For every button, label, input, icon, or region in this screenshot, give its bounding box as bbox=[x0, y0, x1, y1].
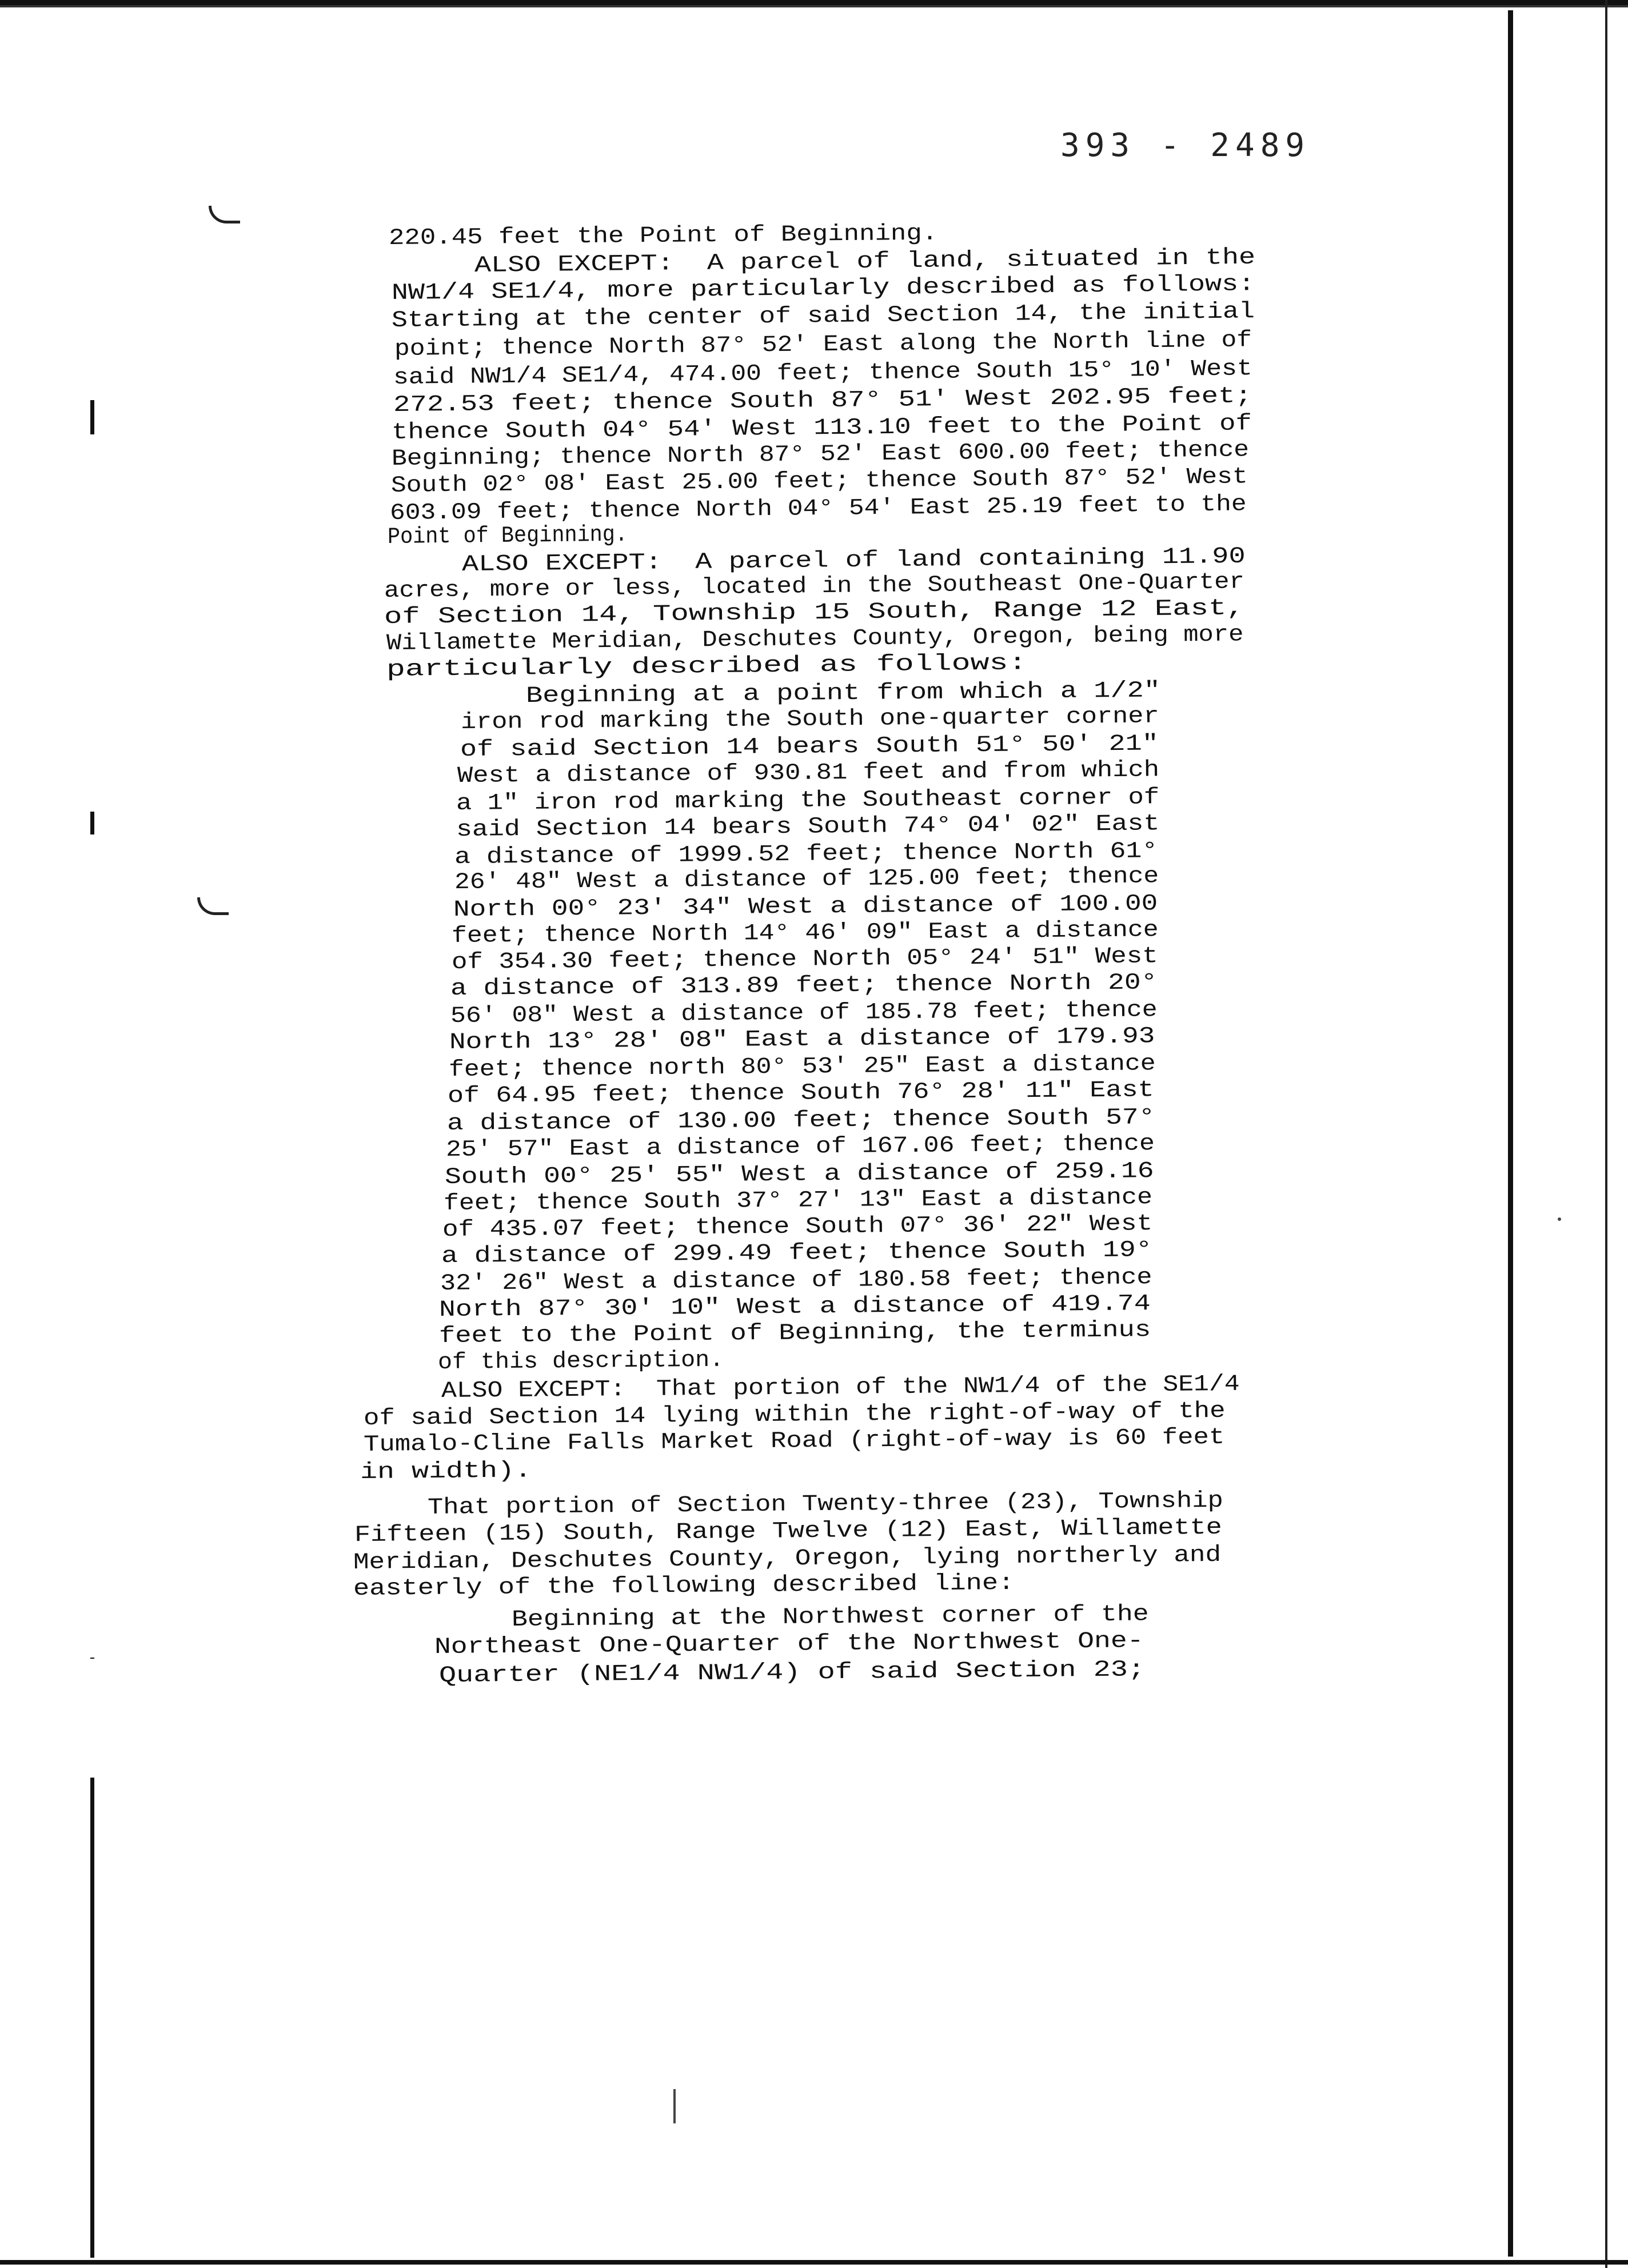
document-line: said NW1/4 SE1/4, 474.00 feet; thence South 15° 10' West bbox=[393, 356, 1252, 391]
document-line: ALSO EXCEPT: A parcel of land, situated in the bbox=[474, 245, 1256, 279]
scan-mark bbox=[90, 1658, 94, 1659]
scan-mark bbox=[90, 400, 94, 434]
document-line: North 00° 23' 34" West a distance of 100.00 bbox=[453, 891, 1158, 923]
document-line: Willamette Meridian, Deschutes County, Oregon, being more bbox=[386, 622, 1244, 657]
scan-mark bbox=[90, 1778, 94, 2258]
document-line: West a distance of 930.81 feet and from which bbox=[457, 757, 1160, 789]
document-line: of Section 14, Township 15 South, Range 12 East, bbox=[384, 596, 1244, 630]
scan-border-right bbox=[1508, 10, 1513, 2257]
hole-punch-mark bbox=[197, 897, 229, 915]
document-line: South 02° 08' East 25.00 feet; thence South 87° 52' West bbox=[390, 464, 1248, 499]
document-line: 56' 08" West a distance of 185.78 feet; thence bbox=[450, 997, 1158, 1029]
document-line: feet to the Point of Beginning, the terminus bbox=[438, 1317, 1151, 1349]
document-line: Starting at the center of said Section 14, the initial bbox=[391, 299, 1255, 334]
document-line: of this description. bbox=[437, 1347, 724, 1376]
document-line: said Section 14 bears South 74° 04' 02" East bbox=[456, 811, 1160, 843]
document-line: Northeast One-Quarter of the Northwest One- bbox=[434, 1628, 1144, 1660]
scan-mark bbox=[90, 812, 94, 834]
document-line: of 435.07 feet; thence South 07° 36' 22" West bbox=[442, 1211, 1153, 1243]
scan-speck bbox=[673, 2089, 676, 2123]
document-line: NW1/4 SE1/4, more particularly described as follows: bbox=[391, 271, 1255, 306]
document-line: 25' 57" East a distance of 167.06 feet; thence bbox=[445, 1131, 1155, 1163]
document-line: of 64.95 feet; thence South 76° 28' 11" East bbox=[447, 1077, 1154, 1109]
document-line: Meridian, Deschutes County, Oregon, lying northerly and bbox=[353, 1542, 1222, 1576]
document-line: ALSO EXCEPT: A parcel of land containing 11.90 bbox=[461, 544, 1246, 578]
document-line: easterly of the following described line: bbox=[353, 1570, 1015, 1602]
document-line: point; thence North 87° 52' East along the North line of bbox=[394, 328, 1252, 362]
document-line: iron rod marking the South one-quarter corner bbox=[460, 704, 1159, 736]
document-line: Beginning at a point from which a 1/2" bbox=[525, 678, 1161, 709]
document-line: That portion of Section Twenty-three (23), Township bbox=[427, 1488, 1224, 1521]
document-line: Fifteen (15) South, Range Twelve (12) East, Willamette bbox=[354, 1515, 1223, 1548]
document-line: 26' 48" West a distance of 125.00 feet; thence bbox=[454, 864, 1159, 896]
document-line: a distance of 1999.52 feet; thence North 61° bbox=[454, 838, 1158, 871]
document-line: Beginning; thence North 87° 52' East 600.00 feet; thence bbox=[391, 437, 1250, 472]
document-line: a 1" iron rod marking the Southeast corner of bbox=[456, 785, 1160, 817]
document-line: South 00° 25' 55" West a distance of 259.16 bbox=[444, 1159, 1154, 1191]
document-line: a distance of 299.49 feet; thence South 19° bbox=[441, 1237, 1152, 1269]
book-page-number: 393 - 2489 bbox=[1060, 127, 1311, 164]
scan-speck bbox=[1558, 1217, 1561, 1221]
scan-border-bottom bbox=[0, 2257, 1628, 2268]
document-line: of 354.30 feet; thence North 05° 24' 51" West bbox=[451, 944, 1158, 976]
document-line: 272.53 feet; thence South 87° 51' West 202.95 feet; bbox=[393, 384, 1252, 418]
document-line: a distance of 130.00 feet; thence South 57° bbox=[446, 1105, 1155, 1137]
hole-punch-mark bbox=[209, 206, 240, 223]
document-line: particularly described as follows: bbox=[386, 650, 1027, 683]
document-line: 603.09 feet; thence North 04° 54' East 25.19 feet to the bbox=[389, 492, 1247, 526]
document-line: Tumalo-Cline Falls Market Road (right-of-way is 60 feet bbox=[363, 1424, 1225, 1458]
document-line: feet; thence north 80° 53' 25" East a distance bbox=[448, 1051, 1156, 1083]
document-line: acres, more or less, located in the Southeast One-Quarter bbox=[384, 569, 1245, 604]
document-line: 32' 26" West a distance of 180.58 feet; thence bbox=[440, 1265, 1152, 1297]
document-line: Point of Beginning. bbox=[387, 522, 628, 550]
scan-border-top bbox=[0, 0, 1628, 13]
document-line: thence South 04° 54' West 113.10 feet to the Point of bbox=[391, 411, 1252, 446]
document-line: of said Section 14 lying within the right-of-way of the bbox=[363, 1398, 1226, 1432]
document-line: North 13° 28' 08" East a distance of 179.93 bbox=[449, 1024, 1155, 1056]
document-line: in width). bbox=[360, 1458, 532, 1486]
document-line: North 87° 30' 10" West a distance of 419.74 bbox=[438, 1291, 1151, 1323]
document-line: of said Section 14 bears South 51° 50' 21" bbox=[460, 731, 1159, 763]
document-line: ALSO EXCEPT: That portion of the NW1/4 of the SE1/4 bbox=[441, 1371, 1240, 1404]
document-line: a distance of 313.89 feet; thence North 20° bbox=[450, 970, 1158, 1002]
scan-border-outer bbox=[1601, 0, 1628, 2268]
document-line: 220.45 feet the Point of Beginning. bbox=[388, 221, 938, 251]
document-line: Quarter (NE1/4 NW1/4) of said Section 23; bbox=[438, 1657, 1146, 1689]
document-line: Beginning at the Northwest corner of the bbox=[511, 1602, 1149, 1633]
document-line: feet; thence South 37° 27' 13" East a distance bbox=[443, 1185, 1153, 1217]
document-line: feet; thence North 14° 46' 09" East a distance bbox=[451, 917, 1159, 949]
